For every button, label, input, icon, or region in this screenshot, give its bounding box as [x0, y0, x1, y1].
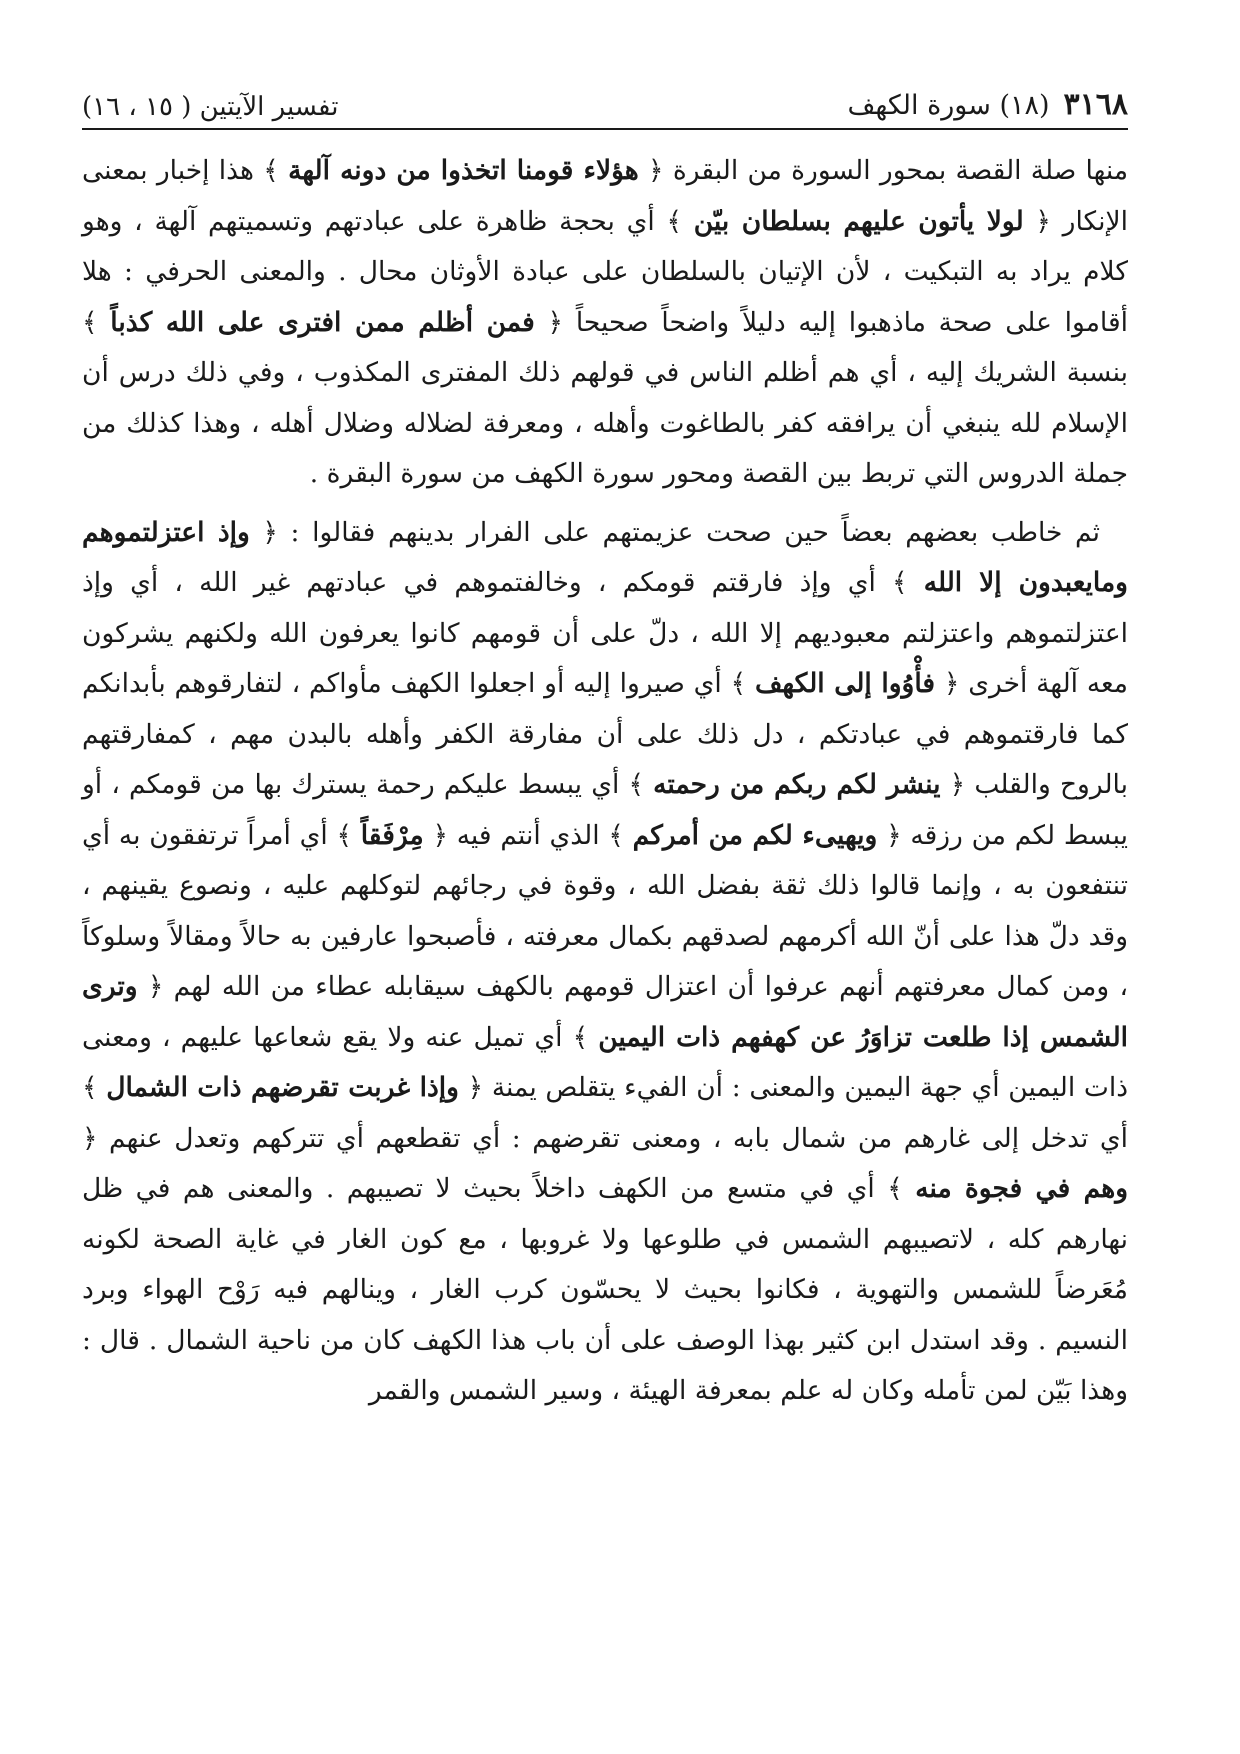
ornate-bracket: ﴿ — [82, 1122, 98, 1154]
paragraph — [82, 146, 1128, 500]
section-title: تفسير الآيتين ( ١٥ ، ١٦) — [82, 92, 339, 122]
quran-verse: وهم في فجوة منه — [915, 1173, 1129, 1204]
commentary-text: هذا إخبار بمعنى الإنكار — [82, 155, 1129, 237]
ornate-bracket: ﴾ — [666, 205, 694, 237]
ornate-bracket: ﴾ — [887, 1173, 916, 1204]
ornate-bracket: ﴾ — [572, 1021, 599, 1053]
running-header — [82, 78, 1128, 130]
commentary-text: ثم خاطب بعضهم بعضاً حين صحت عزيمتهم على الفرار بدينهم فقالوا : — [277, 516, 1100, 548]
quran-verse: فمن أظلم ممن افترى على الله كذباً — [110, 306, 535, 338]
ornate-bracket: ﴿ — [249, 516, 278, 548]
ornate-bracket: ﴿ — [534, 306, 564, 338]
quran-verse: وإذا غربت تقرضهم ذات الشمال — [106, 1072, 459, 1103]
ornate-bracket: ﴾ — [628, 769, 654, 800]
quran-verse: لولا يأتون عليهم بسلطان بيّن — [693, 205, 1024, 237]
body-text — [82, 146, 1128, 1417]
quran-verse: فأْوُوا إلى الكهف — [754, 668, 936, 699]
ornate-bracket: ﴿ — [1023, 205, 1051, 237]
commentary-text: أي أمراً ترتفقون به أي تنتفعون به ، وإنما قالوا ذلك ثقة بفضل الله ، وقوة في رجائهم لتوكلهم عليه ، ونصوع يقينهم ، وقد دلّ هذا على أنّ الله أكرمهم لصدقهم بكمال معرفته ، فأصبحوا عارفين به حالاً ومقالاً وسلوكاً ، ومن كمال معرفتهم أنهم عرفوا أن اعتزال قومهم بالكهف سيقابله عطاء من الله لهم — [82, 819, 1128, 1002]
quran-verse: ويهيىء لكم من أمركم — [632, 819, 878, 851]
commentary-text: أي صيروا إليه أو اجعلوا الكهف مأواكم ، لتفارقوهم بأبدانكم كما فارقتموهم في عبادتكم ، دل ذلك على أن مفارقة الكفر وأهله بالبدن مهم ، كمفارقتهم بالروح والقلب — [82, 668, 1128, 800]
quran-verse: ينشر لكم ربكم من رحمته — [653, 769, 941, 800]
ornate-bracket: ﴿ — [423, 819, 448, 851]
commentary-text: أي تميل عنه ولا يقع شعاعها عليهم ، ومعنى ذات اليمين أي جهة اليمين والمعنى : أن الفيء يتقلص يمنة — [82, 1021, 1129, 1103]
commentary-text: أي في متسع من الكهف داخلاً بحيث لا تصيبهم . والمعنى هم في ظل نهارهم كله ، لاتصيبهم الشمس في طلوعها ولا غروبها ، مع كون الغار في غاية الصحة لكونه مُعَرضاً للشمس والتهوية ، فكانوا بحيث لا يحسّون كرب الغار ، وينالهم فيه رَوْح الهواء وبرد النسيم . وقد استدل ابن كثير بهذا الوصف على أن باب هذا الكهف كان من ناحية الشمال . قال : وهذا بَيّن لمن تأمله وكان له علم بمعرفة الهيئة ، وسير الشمس والقمر — [82, 1173, 1128, 1406]
surah-title: (١٨) سورة الكهف — [847, 90, 1050, 121]
ornate-bracket: ﴾ — [608, 819, 633, 851]
paragraph — [82, 508, 1128, 1417]
ornate-bracket: ﴾ — [336, 819, 361, 851]
ornate-bracket: ﴿ — [137, 971, 164, 1002]
quran-verse: وترى الشمس إذا طلعت تزاوَرُ عن كهفهم ذات اليمين — [82, 971, 1129, 1053]
header-right — [847, 87, 1128, 122]
ornate-bracket: ﴾ — [730, 668, 755, 699]
ornate-bracket: ﴿ — [458, 1072, 484, 1103]
page-number: ٣١٦٨ — [1063, 87, 1128, 122]
quran-verse: وإذ اعتزلتموهم ومايعبدون إلا الله — [82, 516, 1128, 598]
ornate-bracket: ﴿ — [638, 155, 664, 186]
commentary-text: أي وإذ فارقتم قومكم ، وخالفتموهم في عبادتهم غير الله ، أي وإذ اعتزلتموهم واعتزلتم معبوديهم إلا الله ، دلّ على أن قومهم كانوا يعرفون الله ولكنهم يشركون معه آلهة أخرى — [82, 567, 1128, 699]
ornate-bracket: ﴾ — [263, 155, 289, 186]
ornate-bracket: ﴿ — [940, 769, 966, 800]
commentary-text: منها صلة القصة بمحور السورة من البقرة — [663, 155, 1129, 186]
page — [82, 78, 1128, 1714]
ornate-bracket: ﴾ — [892, 567, 924, 598]
quran-verse: هؤلاء قومنا اتخذوا من دونه آلهة — [288, 155, 639, 186]
ornate-bracket: ﴿ — [935, 668, 960, 699]
ornate-bracket: ﴾ — [82, 1072, 107, 1103]
commentary-text: أي بحجة ظاهرة على عبادتهم وتسميتهم آلهة ، وهو كلام يراد به التبكيت ، لأن الإتيان بالسلطان على عبادة الأوثان محال . والمعنى الحرفي : هلا أقاموا على صحة ماذهبوا إليه دليلاً واضحاً صحيحاً — [82, 205, 1128, 338]
commentary-text: الذي أنتم فيه — [447, 819, 609, 851]
ornate-bracket: ﴿ — [877, 819, 902, 851]
commentary-text: أي تدخل إلى غارهم من شمال بابه ، ومعنى تقرضهم : أي تقطعهم أي تتركهم وتعدل عنهم — [97, 1122, 1128, 1154]
ornate-bracket: ﴾ — [82, 306, 111, 338]
commentary-text: أي يبسط عليكم رحمة يسترك بها من قومكم ، أو يبسط لكم من رزقه — [82, 769, 1128, 851]
quran-verse: مِرْفَقاً — [360, 819, 424, 851]
commentary-text: بنسبة الشريك إليه ، أي هم أظلم الناس في قولهم ذلك المفترى المكذوب ، وفي ذلك درس أن الإسلام لله ينبغي أن يرافقه كفر بالطاغوت وأهله ، ومعرفة لضلاله وضلال أهله ، وهذا كذلك من جملة الدروس التي تربط بين القصة ومحور سورة الكهف من سورة البقرة . — [82, 357, 1128, 489]
